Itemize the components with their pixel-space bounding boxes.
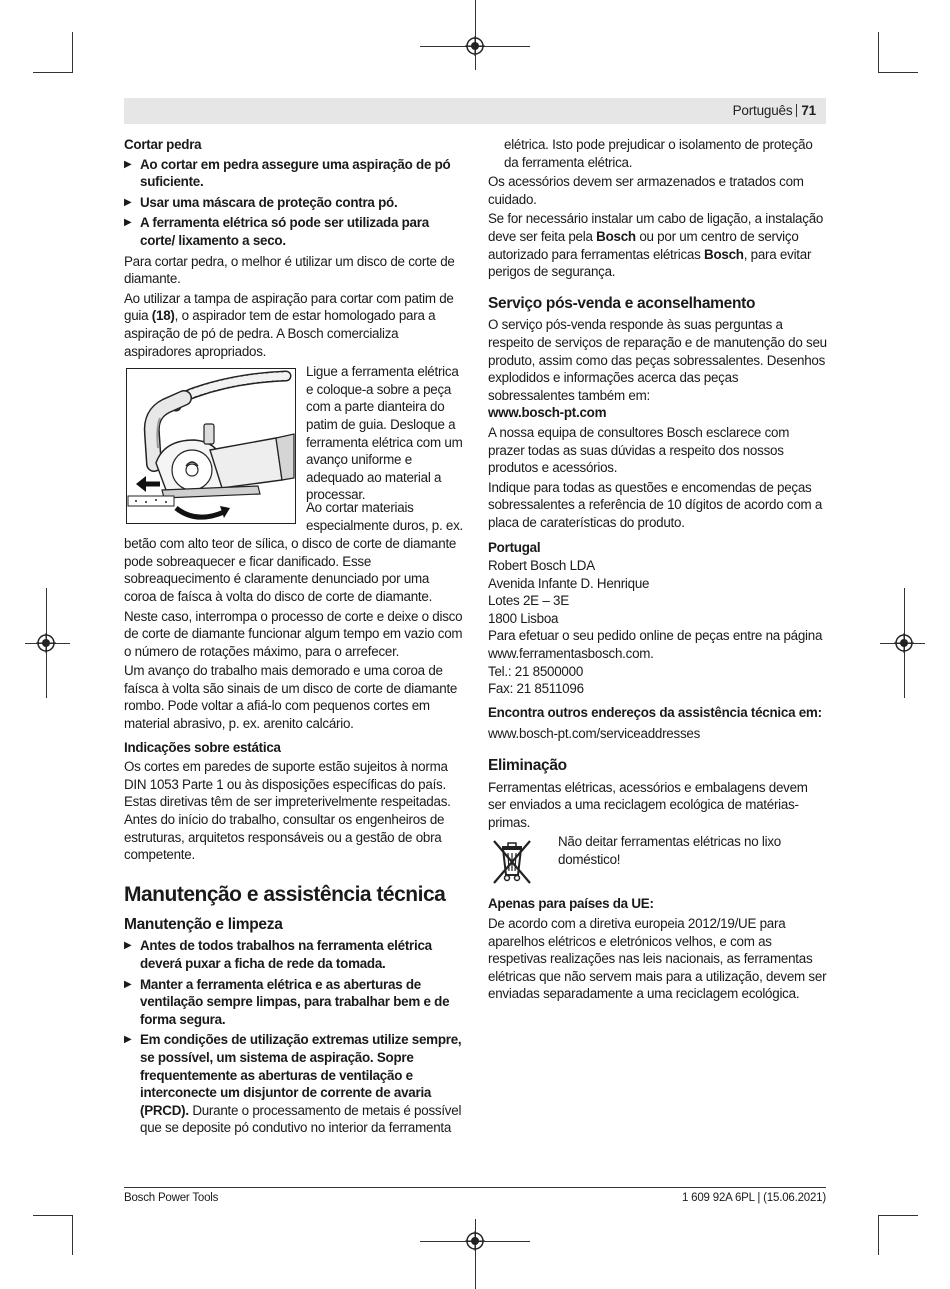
crop-mark — [878, 1215, 918, 1216]
service-url-link[interactable]: www.bosch-pt.com — [488, 405, 607, 421]
paragraph: Um avanço do trabalho mais demorado e uma coroa de faísca à volta são sinais de um disco de corte de diamante rombo. Pode voltar a afiá-lo com pequenos cortes em material abrasivo, p. ex. arenito calcário. — [124, 663, 458, 732]
service-addresses-link[interactable]: www.bosch-pt.com/serviceaddresses — [488, 726, 701, 742]
bullet-item: ▶ A ferramenta elétrica só pode ser utilizada para corte/ lixamento a seco. — [124, 214, 464, 249]
bullet-item: ▶ Usar uma máscara de proteção contra pó. — [124, 194, 464, 212]
order-text: Para efetuar o seu pedido online de peças entre na página www.ferramentasbosch.com. — [488, 628, 823, 662]
bullet-item: ▶ Em condições de utilização extremas utilize sempre, se possível, um sistema de aspiração. Sopre frequentemente as aberturas de ventilação e interconecte um disjuntor de corrente de avaria (PRCD). Durante o processamento de metais é possível que se deposite pó condutivo no interior da ferramenta — [124, 1031, 464, 1137]
weee-text: Não deitar ferramentas elétricas no lixo doméstico! — [558, 834, 781, 867]
bullet-item: ▶ Ao cortar em pedra assegure uma aspiração de pó suficiente. — [124, 156, 464, 191]
registration-mark-icon — [36, 633, 56, 653]
country-heading-portugal: Portugal — [488, 540, 541, 556]
paragraph: Indique para todas as questões e encomendas de peças sobressalentes a referência de 10 dígitos de acordo com a placa de caraterísticas do produto. — [488, 479, 823, 530]
crop-mark — [878, 32, 879, 72]
section-heading-manutencao-limpeza: Manutenção e limpeza — [124, 915, 283, 933]
paragraph: Os cortes em paredes de suporte estão sujeitos à norma DIN 1053 Parte 1 ou às disposições específicas do país. Estas diretivas têm de ser impreterivelmente respeitadas. Antes do início do trabalho, consultar os engenheiros de estruturas, arquitetos responsáveis ou a gestão de obra competente. — [124, 759, 451, 863]
address-line: Avenida Infante D. Henrique — [488, 575, 650, 591]
paragraph: Ferramentas elétricas, acessórios e embalagens devem ser enviados a uma reciclagem ecológica de matérias-primas. — [488, 779, 808, 830]
paragraph-continued: elétrica. Isto pode prejudicar o isolamento de proteção da ferramenta elétrica. — [504, 137, 813, 170]
registration-mark-icon — [894, 633, 914, 653]
eu-heading: Apenas para países da UE: — [488, 896, 654, 912]
weee-notice — [488, 833, 828, 889]
footer-rule — [124, 1187, 826, 1188]
paragraph: Para cortar pedra, o melhor é utilizar um disco de corte de diamante. — [124, 253, 455, 287]
chapter-heading-manutencao: Manutenção e assistência técnica — [124, 882, 446, 906]
registration-mark-icon — [465, 36, 485, 56]
crop-mark — [72, 1215, 73, 1255]
page-number: 71 — [801, 103, 816, 118]
other-addresses-heading: Encontra outros endereços da assistência técnica em: — [488, 704, 822, 720]
bullet-item: ▶ Antes de todos trabalhos na ferramenta elétrica deverá puxar a ficha de rede da tomada. — [124, 937, 464, 972]
section-heading-estatica: Indicações sobre estática — [124, 739, 281, 755]
paragraph: De acordo com a diretiva europeia 2012/19/UE para aparelhos elétricos e eletrónicos velhos, e com as respetivas realizações nas leis nacionais, as ferramentas elétricas que não servem mais para a utilização, devem ser enviadas separadamente a uma reciclagem ecológica. — [488, 915, 827, 1002]
address-line: Lotes 2E – 3E — [488, 593, 569, 609]
cutting-illustration-icon — [126, 368, 296, 524]
section-heading-servico: Serviço pós-venda e aconselhamento — [488, 294, 756, 312]
paragraph: O serviço pós-venda responde às suas perguntas a respeito de serviços de reparação e de manutenção do seu produto, assim como das peças sobressalentes. Desenhos explodidos e informações acerca das peças sobressalentes também em: — [488, 317, 827, 403]
footer-brand: Bosch Power Tools — [124, 1192, 219, 1204]
crop-mark — [72, 32, 73, 72]
paragraph: Os acessórios devem ser armazenados e tratados com cuidado. — [488, 174, 804, 207]
bullet-item: ▶ Manter a ferramenta elétrica e as aberturas de ventilação sempre limpas, para trabalhar bem e de forma segura. — [124, 976, 464, 1029]
crop-mark — [475, 0, 476, 70]
paragraph: Ao utilizar a tampa de aspiração para cortar com patim de guia (18), o aspirador tem de estar homologado para a aspiração de pó de pedra. A Bosch comercializa aspiradores apropriados. — [124, 290, 454, 359]
crop-mark — [878, 72, 918, 73]
figure-caption-text: Ligue a ferramenta elétrica e coloque-a sobre a peça com a parte dianteira do patim de guia. Desloque a ferramenta elétrica com um avanço uniforme e adequado ao material a processar. — [306, 364, 463, 503]
paragraph: betão com alto teor de sílica, o disco de corte de diamante pode sobreaquecer e ficar danificado. Esse sobreaquecimento é claramente denunciado por uma coroa de faísca à volta do disco de corte de diamante. — [124, 536, 457, 604]
crop-mark — [475, 1219, 476, 1289]
paragraph: Neste caso, interrompa o processo de corte e deixe o disco de corte de diamante funcionar algum tempo em vazio com o número de rotações máximo, para o arrefecer. — [124, 608, 463, 659]
section-heading-eliminacao: Eliminação — [488, 757, 567, 774]
fax: Fax: 21 8511096 — [488, 681, 584, 697]
header-language: Português — [732, 103, 793, 118]
left-column — [124, 136, 464, 1140]
address-line: Robert Bosch LDA — [488, 558, 595, 574]
footer-doc-id: 1 609 92A 6PL | (15.06.2021) — [681, 1192, 826, 1204]
figure-caption-text-continued: Ao cortar materiais especialmente duros, p. ex. — [306, 500, 464, 533]
figure-block — [124, 363, 464, 537]
crop-mark — [33, 1215, 73, 1216]
crop-mark — [33, 72, 73, 73]
right-column — [488, 136, 828, 1005]
paragraph: Se for necessário instalar um cabo de ligação, a instalação deve ser feita pela Bosch ou por um centro de serviço autorizado para ferramentas elétricas Bosch, para evitar perigos de segurança. — [488, 211, 824, 280]
crop-mark — [878, 1215, 879, 1255]
header-text — [733, 103, 816, 118]
crossed-bin-icon — [488, 837, 536, 885]
telephone: Tel.: 21 8500000 — [488, 663, 584, 679]
paragraph: A nossa equipa de consultores Bosch esclarece com prazer todas as suas dúvidas a respeito dos nossos produtos e acessórios. — [488, 424, 790, 476]
page-header — [124, 98, 826, 124]
registration-mark-icon — [465, 1231, 485, 1251]
address-line: 1800 Lisboa — [488, 610, 559, 626]
section-heading-cortar-pedra: Cortar pedra — [124, 137, 202, 152]
